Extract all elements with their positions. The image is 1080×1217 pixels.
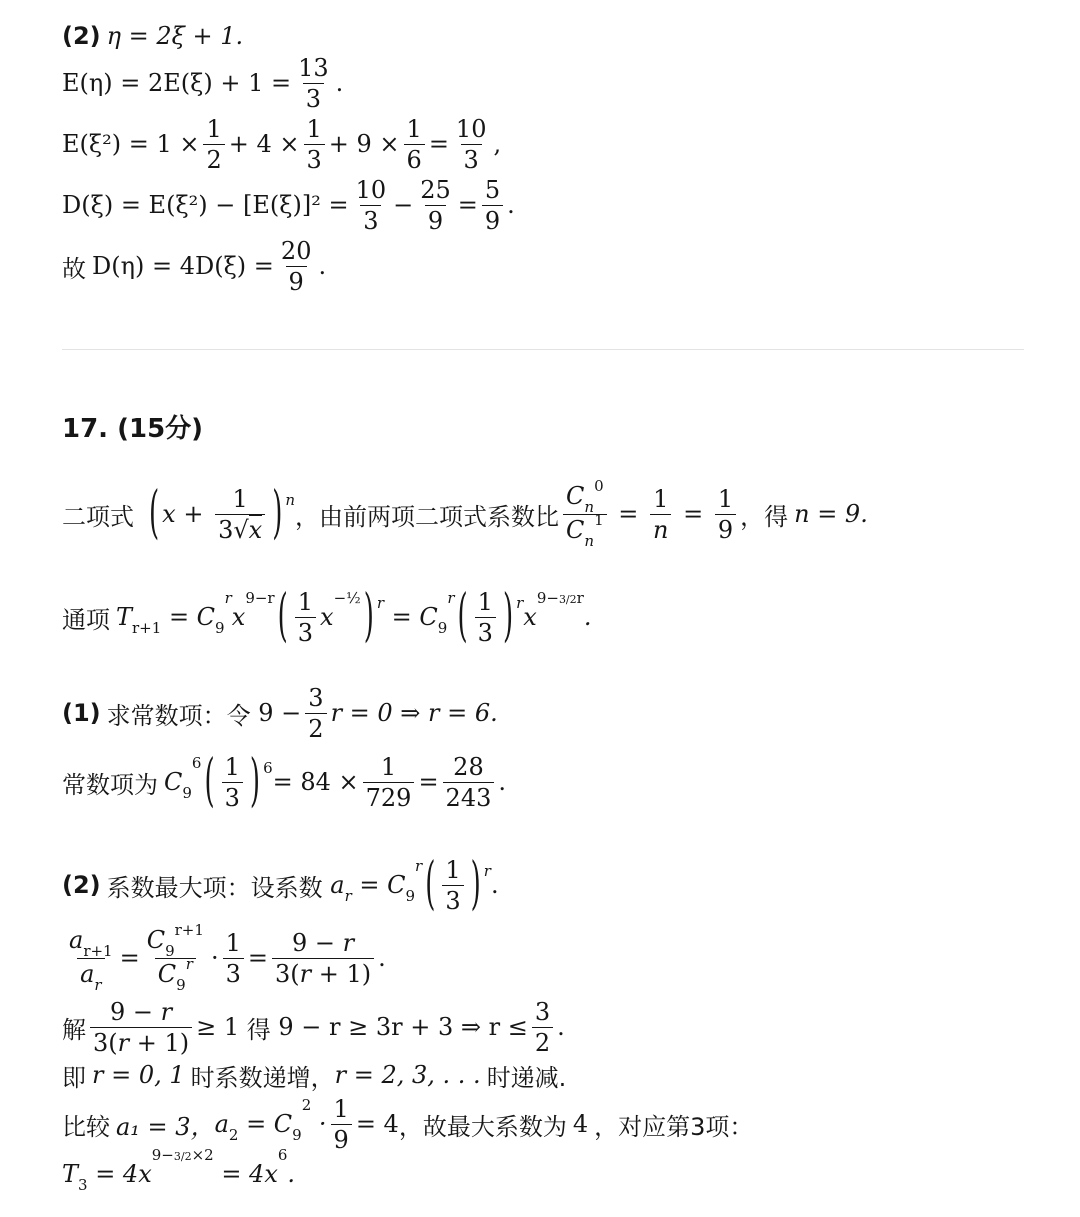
compare-value: 4 bbox=[572, 1110, 589, 1138]
part2-label: (2) bbox=[62, 871, 101, 899]
frac-num: 1 bbox=[406, 114, 422, 143]
frac-num: 28 bbox=[453, 752, 484, 781]
part1-line: (1) 求常数项：令 9 − $\frac{3}{2}$ r = 0 ⇒ r = 6. bbox=[62, 683, 498, 743]
final-term-line: $T_3 = 4x^{9-3/2\times 2} = 4x^6$. bbox=[62, 1146, 296, 1194]
expectation-eta-left: E(η) = 2E(ξ) + 1 = bbox=[62, 69, 292, 97]
monotonic-line bbox=[62, 1058, 566, 1092]
frac-num: 1 bbox=[306, 114, 322, 143]
constant-term-line: 常数项为 $C_9^6$ ( $\frac{1}{3}$ ) 6 = 84 × $\frac{1}{729}$ = $\frac{28}{243}$ . bbox=[62, 749, 506, 815]
frac-num: 1 bbox=[380, 752, 397, 781]
binomial-line: 二项式 ( x + $\frac{1}{3√x}$ ) n ，由前两项二项式系数比 $\frac{C_n^0}{C_n^1}$ = $\frac{1}{n}$ = $\frac{1}{9}$ ，得 n = 9. bbox=[62, 476, 868, 550]
binomial-ratio-text: ，由前两项二项式系数比 bbox=[295, 502, 560, 531]
binom-coef-ratio: $\frac{C_n^0}{C_n^1}$ bbox=[563, 482, 607, 547]
prev-part2-heading bbox=[62, 20, 243, 52]
general-term-line: 通项 $T_{r+1} = C_9^rx^{9-r}$ ( $\frac{1}{3}$ $x^{-\frac{1}{2}}$ ) r = $C_9^r$ ( $\frac{1}{3}$ ) r $x^{9-3/2r}$. bbox=[62, 584, 592, 650]
therefore-label: 故 bbox=[62, 254, 86, 283]
frac-den: 3 bbox=[303, 83, 324, 113]
dxi-minus: − bbox=[393, 191, 414, 219]
q17-heading bbox=[62, 408, 203, 444]
compare-tail: ，对应第3项： bbox=[594, 1112, 754, 1141]
q17-title: 17. (15分) bbox=[62, 413, 204, 444]
frac-den: 9 bbox=[286, 266, 307, 296]
part1-result: r = 0 ⇒ r = 6. bbox=[330, 699, 498, 727]
general-term-label: 通项 bbox=[62, 605, 110, 634]
constant-mid: = 84 × bbox=[272, 768, 359, 796]
exi2-frac3 bbox=[404, 115, 425, 174]
solve-get: 得 bbox=[246, 1015, 271, 1044]
expectation-eta-line: E(η) = 2E(ξ) + 1 = $\frac{13}{3}$ . bbox=[62, 53, 344, 113]
ratio-1-n: $\frac{1}{n}$ bbox=[650, 485, 671, 544]
frac-den: 3 bbox=[461, 144, 482, 174]
compare-line: 比较 a₁ = 3， $a_2 = C_9^2$ · $\frac{1}{9}$ = 4 ，故最大系数为 4 ，对应第3项： bbox=[62, 1094, 754, 1154]
inc-r2: r = 2, 3, . . . bbox=[334, 1061, 481, 1089]
frac-den: 3 bbox=[304, 144, 325, 174]
exi2-result-frac bbox=[453, 115, 490, 174]
frac-den: 3 bbox=[360, 205, 381, 235]
solve-mid: 9 − r ≥ 3r + 3 ⇒ r ≤ bbox=[278, 1013, 528, 1041]
exi2-frac2 bbox=[304, 115, 325, 174]
exi2-left: E(ξ²) = 1 × bbox=[62, 130, 200, 158]
prev-part2-label: (2) bbox=[62, 22, 101, 50]
dxi-frac2 bbox=[417, 176, 454, 235]
exi2-plus4: + 4 × bbox=[228, 130, 300, 158]
constant-label: 常数项为 bbox=[62, 770, 158, 799]
frac-den: 2 bbox=[203, 144, 224, 174]
frac-num: 13 bbox=[298, 53, 329, 82]
left-paren: ( bbox=[149, 481, 160, 547]
frac-den: 9 bbox=[425, 205, 446, 235]
ratio-line: $\frac{a_{r+1}}{a_r}$ = $\frac{C_9^{r+1}}{C_9^r}$ · $\frac{1}{3}$ = $\frac{9 - r}{3(r + 1)}$ . bbox=[69, 920, 386, 994]
binomial-result: n = 9. bbox=[794, 500, 868, 528]
section-divider bbox=[62, 349, 1024, 350]
frac-num: 10 bbox=[455, 114, 487, 143]
frac-num: 20 bbox=[280, 236, 312, 265]
inc-r1: r = 0, 1 bbox=[92, 1061, 185, 1089]
binomial-label: 二项式 bbox=[62, 502, 134, 531]
constant-frac1 bbox=[363, 753, 415, 812]
variance-eta-line: 故 D(η) = 4D(ξ) = $\frac{20}{9}$ . bbox=[62, 236, 327, 296]
compare-a1: a₁ = 3， bbox=[116, 1112, 215, 1141]
compare-text: ，故最大系数为 bbox=[398, 1112, 567, 1141]
deta-frac bbox=[278, 237, 315, 296]
binomial-inner-frac: $\frac{1}{3√x}$ bbox=[215, 485, 265, 544]
compare-label: 比较 bbox=[62, 1112, 110, 1141]
exi2-plus9: + 9 × bbox=[328, 130, 400, 158]
inc-text3: 时递减. bbox=[486, 1063, 567, 1092]
part2-line: (2) 系数最大项：设系数 $a_r = C_9^r$ ( $\frac{1}{3}$ ) r . bbox=[62, 852, 499, 918]
deta-left: D(η) = 4D(ξ) = bbox=[92, 252, 274, 280]
exi2-eq: = bbox=[428, 130, 449, 158]
constant-frac2 bbox=[443, 753, 495, 812]
dxi-eq: = bbox=[457, 191, 478, 219]
prev-part2-eq: η = 2ξ + 1. bbox=[106, 22, 244, 50]
expectation-xi2-line: E(ξ²) = 1 × $\frac{1}{2}$ + 4 × $\frac{1}{3}$ + 9 × $\frac{1}{6}$ = $\frac{10}{3}$ , bbox=[62, 114, 502, 174]
variance-xi-line: D(ξ) = E(ξ²) − [E(ξ)]² = $\frac{10}{3}$ − $\frac{25}{9}$ = $\frac{5}{9}$ . bbox=[62, 175, 515, 235]
frac-num: 5 bbox=[484, 175, 501, 204]
part2-title: 系数最大项：设系数 bbox=[106, 873, 323, 902]
right-paren: ) bbox=[272, 481, 283, 547]
frac-den: 729 bbox=[363, 782, 415, 812]
frac-num: 25 bbox=[420, 175, 451, 204]
solve-label: 解 bbox=[62, 1015, 86, 1044]
frac-den: 6 bbox=[404, 144, 425, 174]
exi2-frac1 bbox=[203, 115, 224, 174]
part1-label: (1) bbox=[62, 699, 101, 727]
inc-text1: 即 bbox=[62, 1063, 86, 1092]
solve-line: 解 $\frac{9 - r}{3(r + 1)}$ ≥ 1 得 9 − r ≥ 3r + 3 ⇒ r ≤ $\frac{3}{2}$ . bbox=[62, 997, 565, 1057]
dxi-frac1 bbox=[353, 176, 390, 235]
dxi-left: D(ξ) = E(ξ²) − [E(ξ)]² = bbox=[62, 191, 349, 219]
ratio-1-9: $\frac{1}{9}$ bbox=[715, 485, 736, 544]
frac-den: 243 bbox=[443, 782, 495, 812]
frac-den: 9 bbox=[482, 205, 503, 235]
dxi-result-frac bbox=[482, 176, 503, 235]
frac-num: 1 bbox=[206, 114, 222, 143]
expectation-eta-frac bbox=[295, 54, 332, 113]
binomial-get-label: ，得 bbox=[740, 502, 789, 531]
part1-title: 求常数项：令 bbox=[106, 701, 251, 730]
frac-num: 10 bbox=[355, 175, 387, 204]
inc-text2: 时系数递增， bbox=[190, 1063, 335, 1092]
